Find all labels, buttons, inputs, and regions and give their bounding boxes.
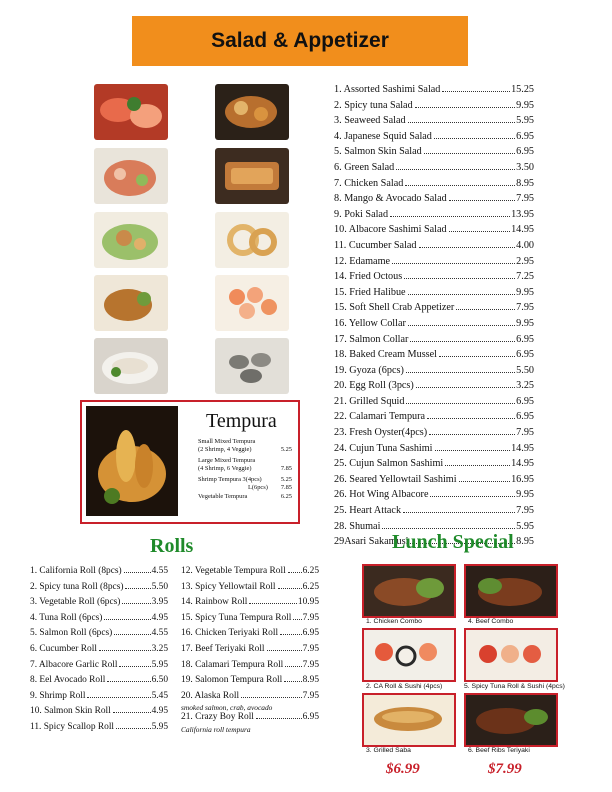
dot-leader xyxy=(382,528,515,529)
menu-item-name: 22. Calamari Tempura xyxy=(334,411,426,423)
menu-item xyxy=(334,162,534,178)
menu-item-name: 3. Vegetable Roll (6pcs) xyxy=(30,597,121,608)
tempura-item: Large Mixed Tempura (4 Shrimp, 6 Veggie) 7.85 xyxy=(198,457,292,472)
menu-item-price: 5.95 xyxy=(151,659,168,670)
menu-item xyxy=(30,582,168,598)
menu-item xyxy=(334,349,534,365)
menu-item-name: 8. Eel Avocado Roll xyxy=(30,675,106,686)
menu-item-name: 20. Egg Roll (3pcs) xyxy=(334,380,414,392)
dot-leader xyxy=(122,603,150,604)
menu-item-name: 4. Japanese Squid Salad xyxy=(334,130,432,142)
menu-item xyxy=(181,566,319,582)
menu-item-name: 1. Assorted Sashimi Salad xyxy=(334,84,441,95)
dot-leader xyxy=(288,572,302,573)
dot-leader xyxy=(285,666,301,667)
lunch-photo xyxy=(464,564,558,618)
menu-item xyxy=(334,271,534,287)
lunch-label: 1. Chicken Combo xyxy=(366,618,422,625)
food-photo xyxy=(215,212,289,268)
menu-item-price: 6.95 xyxy=(302,712,319,723)
menu-item-price: 6.25 xyxy=(302,581,319,592)
menu-item-name: 11. Cucumber Salad xyxy=(334,239,417,251)
dot-leader xyxy=(249,603,296,604)
menu-item-name: 5. Salmon Skin Salad xyxy=(334,146,422,158)
menu-item-price: 9.95 xyxy=(516,286,534,298)
dot-leader xyxy=(419,247,516,248)
dot-leader xyxy=(113,712,151,713)
menu-item xyxy=(181,613,319,629)
dot-leader xyxy=(284,681,301,682)
menu-item-price: 5.50 xyxy=(516,364,534,376)
menu-item-name: 20. Alaska Roll xyxy=(181,690,240,701)
dot-leader xyxy=(408,325,515,326)
menu-item-price: 6.95 xyxy=(302,628,319,639)
menu-item xyxy=(334,287,534,303)
menu-item-price: 6.25 xyxy=(302,566,319,576)
menu-item-name: 21. Grilled Squid xyxy=(334,395,405,407)
menu-item xyxy=(181,582,319,598)
menu-item xyxy=(334,380,534,396)
menu-item-name: 14. Fried Octous xyxy=(334,271,403,283)
menu-item-name: 9. Shrimp Roll xyxy=(30,690,86,701)
menu-item-price: 5.95 xyxy=(516,115,534,127)
menu-item xyxy=(334,131,534,147)
dot-leader xyxy=(456,309,515,310)
lunch-photo xyxy=(362,564,456,618)
menu-item xyxy=(334,193,534,209)
lunch-label: 3. Grilled Saba xyxy=(366,747,411,754)
food-photo xyxy=(215,275,289,331)
menu-item-name: 4. Tuna Roll (6pcs) xyxy=(30,612,103,623)
dot-leader xyxy=(435,450,511,451)
dot-leader xyxy=(104,619,150,620)
rolls-right-list xyxy=(181,566,319,734)
menu-item xyxy=(334,427,534,443)
menu-item xyxy=(334,209,534,225)
menu-item-name: 6. Cucumber Roll xyxy=(30,643,97,654)
menu-item-price: 4.55 xyxy=(151,628,168,639)
menu-item xyxy=(181,597,319,613)
menu-item xyxy=(334,365,534,381)
menu-item-name: 5. Salmon Roll (6pcs) xyxy=(30,628,113,639)
tempura-title: Tempura xyxy=(206,410,277,432)
dot-leader xyxy=(119,666,150,667)
lunch-price-left: $6.99 xyxy=(386,761,420,777)
menu-item xyxy=(30,660,168,676)
menu-item xyxy=(334,224,534,240)
menu-item-name: 6. Green Salad xyxy=(334,161,395,173)
dot-leader xyxy=(442,91,510,92)
dot-leader xyxy=(278,588,302,589)
menu-item-name: 17. Salmon Collar xyxy=(334,333,409,345)
menu-item-price: 7.95 xyxy=(516,427,534,439)
menu-item-price: 9.95 xyxy=(516,489,534,501)
lunch-label: 4. Beef Combo xyxy=(468,618,514,625)
dot-leader xyxy=(410,341,515,342)
menu-item-name: 7. Albacore Garlic Roll xyxy=(30,659,118,670)
menu-item-price: 6.95 xyxy=(516,349,534,361)
menu-item xyxy=(30,566,168,582)
dot-leader xyxy=(434,138,515,139)
dot-leader xyxy=(99,650,151,651)
page-title: Salad & Appetizer xyxy=(211,29,389,52)
dot-leader xyxy=(408,294,516,295)
menu-item xyxy=(334,474,534,490)
food-photo xyxy=(94,148,168,204)
dot-leader xyxy=(124,572,151,573)
menu-item-price: 7.95 xyxy=(516,302,534,314)
menu-item-name: 11. Spicy Scallop Roll xyxy=(30,721,115,732)
dot-leader xyxy=(256,718,302,719)
lunch-photo xyxy=(464,693,558,747)
menu-item-name: 12. Vegetable Tempura Roll xyxy=(181,566,286,576)
menu-item-price: 3.95 xyxy=(151,597,168,608)
menu-item-price: 10.95 xyxy=(297,597,319,608)
menu-item-price: 7.95 xyxy=(516,505,534,517)
menu-item xyxy=(334,489,534,505)
menu-item-price: 7.95 xyxy=(302,659,319,670)
menu-item xyxy=(334,240,534,256)
menu-item xyxy=(334,178,534,194)
food-photo xyxy=(94,275,168,331)
dot-leader xyxy=(241,697,302,698)
dot-leader xyxy=(396,169,515,170)
menu-item xyxy=(181,660,319,676)
menu-item-name: 12. Edamame xyxy=(334,255,391,267)
menu-item xyxy=(334,443,534,459)
food-photo xyxy=(215,84,289,140)
menu-item-name: 18. Baked Cream Mussel xyxy=(334,349,437,361)
dot-leader xyxy=(116,728,151,729)
menu-item xyxy=(181,644,319,660)
menu-item xyxy=(334,146,534,162)
lunch-photo xyxy=(464,628,558,682)
menu-item-price: 6.95 xyxy=(516,146,534,158)
menu-item-name: 25. Heart Attack xyxy=(334,505,402,517)
menu-item-name: 28. Shumai xyxy=(334,520,381,532)
section-banner xyxy=(132,16,468,66)
menu-item-name: 2. Spicy tuna Roll (8pcs) xyxy=(30,581,124,592)
menu-item-price: 3.25 xyxy=(516,380,534,392)
menu-item xyxy=(30,691,168,707)
menu-item-name: 24. Cujun Tuna Sashimi xyxy=(334,442,433,454)
menu-item-price: 5.50 xyxy=(151,581,168,592)
menu-item-price: 7.95 xyxy=(302,643,319,654)
menu-item-price: 7.95 xyxy=(516,193,534,205)
menu-item-price: 6.95 xyxy=(516,395,534,407)
dot-leader xyxy=(430,496,515,497)
lunch-special-title: Lunch Special xyxy=(392,531,514,553)
menu-item-name: 18. Calamari Tempura Roll xyxy=(181,659,284,670)
menu-item-price: 3.50 xyxy=(516,161,534,173)
menu-item-price: 8.95 xyxy=(516,177,534,189)
menu-item-name: 1. California Roll (8pcs) xyxy=(30,566,122,576)
menu-item xyxy=(30,722,168,738)
menu-item-price: 5.95 xyxy=(151,721,168,732)
menu-item xyxy=(334,84,534,100)
food-photo xyxy=(94,212,168,268)
dot-leader xyxy=(293,619,301,620)
menu-item-price: 6.95 xyxy=(516,130,534,142)
menu-item-price: 14.95 xyxy=(511,442,534,454)
menu-item-price: 5.95 xyxy=(516,520,534,532)
menu-item xyxy=(30,613,168,629)
menu-item-price: 14.95 xyxy=(511,458,534,470)
menu-item-name: 2. Spicy tuna Salad xyxy=(334,99,413,111)
lunch-label: 6. Beef Ribs Teriyaki xyxy=(468,747,530,754)
lunch-price-right: $7.99 xyxy=(488,761,522,777)
dot-leader xyxy=(280,634,302,635)
dot-leader xyxy=(427,418,515,419)
menu-item xyxy=(334,318,534,334)
menu-item-name: 26. Seared Yellowtail Sashimi xyxy=(334,473,457,485)
menu-item xyxy=(334,256,534,272)
lunch-label: 2. CA Roll & Sushi (4pcs) xyxy=(366,683,443,690)
rolls-left-list xyxy=(30,566,168,738)
menu-item xyxy=(334,334,534,350)
food-photo xyxy=(94,338,168,394)
food-photo xyxy=(215,148,289,204)
tempura-item: Shrimp Tempura 3(4pcs) L(6pcs) 5.25 7.85 xyxy=(198,476,292,491)
lunch-photo xyxy=(362,628,456,682)
menu-item-name: 15. Soft Shell Crab Appetizer xyxy=(334,302,455,314)
menu-item-name: 10. Albacore Sashimi Salad xyxy=(334,224,447,236)
menu-item-name: 3. Seaweed Salad xyxy=(334,115,406,127)
food-photo xyxy=(215,338,289,394)
dot-leader xyxy=(87,697,150,698)
menu-item-name: 21. Crazy Boy Roll xyxy=(181,712,254,723)
menu-item-name: 9. Poki Salad xyxy=(334,208,389,220)
dot-leader xyxy=(114,634,150,635)
menu-item-name: 7. Chicken Salad xyxy=(334,177,404,189)
menu-item-name: 17. Beef Teriyaki Roll xyxy=(181,643,265,654)
menu-item-name: 19. Salomon Tempura Roll xyxy=(181,675,283,686)
dot-leader xyxy=(445,465,510,466)
menu-item-name: 23. Fresh Oyster(4pcs) xyxy=(334,427,428,439)
dot-leader xyxy=(406,372,515,373)
menu-item-price: 4.95 xyxy=(151,612,168,623)
menu-item xyxy=(30,675,168,691)
menu-item-price: 8.95 xyxy=(302,675,319,686)
dot-leader xyxy=(449,231,510,232)
dot-leader xyxy=(404,278,515,279)
tempura-photo xyxy=(86,406,178,516)
menu-item-description: California roll tempura xyxy=(181,724,251,734)
menu-item xyxy=(334,505,534,521)
lunch-label: 5. Spicy Tuna Roll & Sushi (4pcs) xyxy=(464,683,565,690)
dot-leader xyxy=(390,216,510,217)
menu-item-price: 7.25 xyxy=(516,271,534,283)
menu-item-name: 16. Yellow Collar xyxy=(334,317,406,329)
menu-item xyxy=(334,302,534,318)
menu-item-price: 6.95 xyxy=(516,411,534,423)
menu-item-name: 29Asari Sakamusi xyxy=(334,536,409,548)
menu-item-price: 7.95 xyxy=(302,612,319,623)
menu-item-name: 26. Hot Wing Albacore xyxy=(334,489,429,501)
dot-leader xyxy=(415,107,516,108)
menu-item xyxy=(334,396,534,412)
menu-item xyxy=(334,411,534,427)
dot-leader xyxy=(107,681,150,682)
dot-leader xyxy=(403,512,515,513)
dot-leader xyxy=(392,263,515,264)
menu-item xyxy=(181,675,319,691)
menu-item-name: 25. Cujun Salmon Sashimi xyxy=(334,458,444,470)
menu-item-price: 5.45 xyxy=(151,690,168,701)
menu-item xyxy=(334,458,534,474)
menu-item xyxy=(30,628,168,644)
menu-item-price: 16.95 xyxy=(511,473,534,485)
menu-item-price: 2.95 xyxy=(516,255,534,267)
dot-leader xyxy=(406,403,515,404)
dot-leader xyxy=(408,122,516,123)
menu-item xyxy=(30,706,168,722)
appetizer-list xyxy=(334,84,534,552)
menu-item-price: 9.95 xyxy=(516,99,534,111)
menu-item-name: 15. Fried Halibue xyxy=(334,286,406,298)
tempura-item: Small Mixed Tempura (2 Shrimp, 4 Veggie) 5.25 xyxy=(198,438,292,453)
rolls-title: Rolls xyxy=(150,535,194,557)
menu-item xyxy=(30,644,168,660)
menu-item xyxy=(334,115,534,131)
menu-item xyxy=(181,628,319,644)
menu-item-price: 9.95 xyxy=(516,317,534,329)
tempura-panel xyxy=(80,400,300,524)
menu-item-price: 4.55 xyxy=(151,566,168,576)
food-photo xyxy=(94,84,168,140)
lunch-photo xyxy=(362,693,456,747)
dot-leader xyxy=(459,481,511,482)
menu-item-price: 8.95 xyxy=(516,536,534,548)
menu-item-name: 14. Rainbow Roll xyxy=(181,597,248,608)
menu-item-price: 6.95 xyxy=(516,333,534,345)
menu-item-price: 14.95 xyxy=(511,224,534,236)
menu-item-price: 3.25 xyxy=(151,643,168,654)
menu-item-name: 16. Chicken Teriyaki Roll xyxy=(181,628,279,639)
menu-item xyxy=(30,597,168,613)
dot-leader xyxy=(267,650,302,651)
menu-item xyxy=(334,100,534,116)
menu-item-name: 19. Gyoza (6pcs) xyxy=(334,364,404,376)
menu-item-price: 4.00 xyxy=(516,239,534,251)
menu-item-name: 15. Spicy Tuna Tempura Roll xyxy=(181,612,292,623)
menu-item-price: 4.95 xyxy=(151,706,168,717)
menu-item-price: 13.95 xyxy=(511,208,534,220)
dot-leader xyxy=(429,434,515,435)
dot-leader xyxy=(449,200,515,201)
menu-item-name: 8. Mango & Avocado Salad xyxy=(334,193,447,205)
menu-item-price: 7.95 xyxy=(302,690,319,701)
menu-item-name: 10. Salmon Skin Roll xyxy=(30,706,111,717)
menu-item-name: 13. Spicy Yellowtail Roll xyxy=(181,581,276,592)
menu-item-description: smoked salmon, crab, avocado xyxy=(181,703,273,713)
tempura-item: Vegetable Tempura 6.25 xyxy=(198,493,292,500)
dot-leader xyxy=(439,356,515,357)
dot-leader xyxy=(405,185,515,186)
dot-leader xyxy=(416,387,515,388)
menu-item-price: 15.25 xyxy=(511,84,534,95)
menu-item-price: 6.50 xyxy=(151,675,168,686)
dot-leader xyxy=(424,153,515,154)
dot-leader xyxy=(125,588,150,589)
